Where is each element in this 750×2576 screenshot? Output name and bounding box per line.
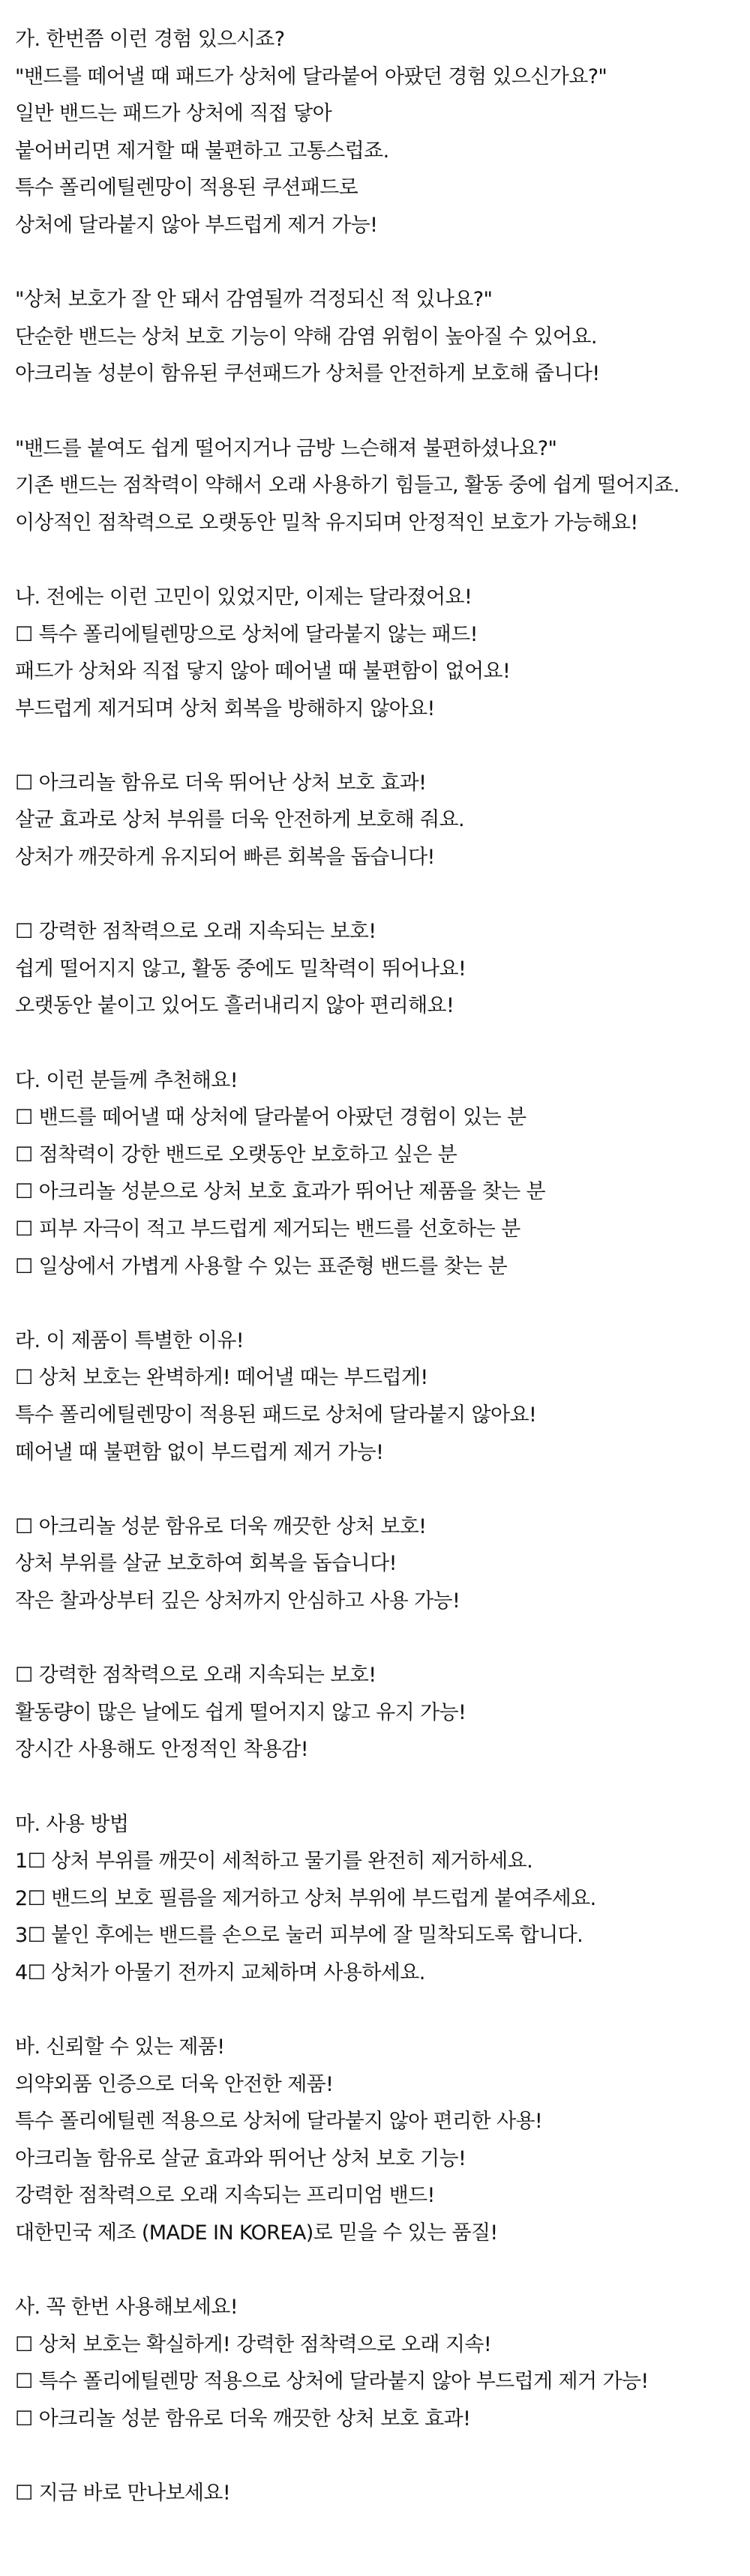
section-heading: 바. 신뢰할 수 있는 제품! xyxy=(15,2035,225,2059)
text-line: ☐ 아크리놀 성분 함유로 더욱 깨끗한 상처 보호 효과! xyxy=(15,2407,471,2431)
text-line: 부드럽게 제거되며 상처 회복을 방해하지 않아요! xyxy=(15,696,435,720)
text-line: ☐ 특수 폴리에틸렌망 적용으로 상처에 달라붙지 않아 부드럽게 제거 가능! xyxy=(15,2370,649,2394)
section-heading: 다. 이런 분들께 추천해요! xyxy=(15,1068,238,1092)
text-line: 단순한 밴드는 상처 보호 기능이 약해 감염 위험이 높아질 수 있어요. xyxy=(15,325,597,349)
section-sa-try xyxy=(15,2289,735,2437)
text-line: ☐ 피부 자극이 적고 부드럽게 제거되는 밴드를 선호하는 분 xyxy=(15,1218,520,1241)
paragraph-acrinol-clean xyxy=(15,1508,735,1620)
text-line: ☐ 아크리놀 성분으로 상처 보호 효과가 뛰어난 제품을 찾는 분 xyxy=(15,1180,546,1204)
text-line: ☐ 특수 폴리에틸렌망으로 상처에 달라붙지 않는 패드! xyxy=(15,622,478,646)
text-line: ☐ 점착력이 강한 밴드로 오랫동안 보호하고 싶은 분 xyxy=(15,1143,458,1167)
text-line: 기존 밴드는 점착력이 약해서 오래 사용하기 힘들고, 활동 중에 쉽게 떨어지죠. xyxy=(15,474,680,498)
text-line: 상처가 깨끗하게 유지되어 빠른 회복을 돕습니다! xyxy=(15,846,435,870)
text-line: 강력한 점착력으로 오래 지속되는 프리미엄 밴드! xyxy=(15,2184,435,2208)
text-line: 장시간 사용해도 안정적인 착용감! xyxy=(15,1738,308,1762)
text-line: ☐ 아크리놀 함유로 더욱 뛰어난 상처 보호 효과! xyxy=(15,771,427,795)
text-line: "상처 보호가 잘 안 돼서 감염될까 걱정되신 적 있나요?" xyxy=(15,288,493,312)
text-line: 붙어버리면 제거할 때 불편하고 고통스럽죠. xyxy=(15,139,389,163)
text-line: 쉽게 떨어지지 않고, 활동 중에도 밀착력이 뛰어나요! xyxy=(15,957,466,981)
text-line: ☐ 일상에서 가볍게 사용할 수 있는 표준형 밴드를 찾는 분 xyxy=(15,1254,508,1278)
closing-call-to-action xyxy=(15,2475,735,2512)
text-line: ☐ 밴드를 떼어낼 때 상처에 달라붙어 아팠던 경험이 있는 분 xyxy=(15,1106,526,1130)
paragraph-infection-concern xyxy=(15,281,735,393)
section-heading: 나. 전에는 이런 고민이 있었지만, 이제는 달라졌어요! xyxy=(15,585,472,609)
section-na-changes xyxy=(15,579,735,727)
section-heading: 가. 한번쯤 이런 경험 있으시죠? xyxy=(15,28,285,51)
text-line: 활동량이 많은 날에도 쉽게 떨어지지 않고 유지 가능! xyxy=(15,1700,466,1724)
text-line: 아크리놀 함유로 살균 효과와 뛰어난 상처 보호 기능! xyxy=(15,2146,466,2170)
product-description xyxy=(15,21,735,2512)
paragraph-adhesion-benefit xyxy=(15,913,735,1025)
text-line: 이상적인 점착력으로 오랫동안 밀착 유지되며 안정적인 보호가 가능해요! xyxy=(15,511,638,535)
text-line: ☐ 아크리놀 성분 함유로 더욱 깨끗한 상처 보호! xyxy=(15,1514,427,1538)
section-heading: 사. 꼭 한번 사용해보세요! xyxy=(15,2296,238,2320)
text-line: "밴드를 떼어낼 때 패드가 상처에 달라붙어 아팠던 경험 있으신가요?" xyxy=(15,64,608,88)
usage-step: 3☐ 붙인 후에는 밴드를 손으로 눌러 피부에 잘 밀착되도록 합니다. xyxy=(15,1924,584,1948)
text-line: "밴드를 붙여도 쉽게 떨어지거나 금방 느슨해져 불편하셨나요?" xyxy=(15,436,557,460)
text-line: 떼어낼 때 불편함 없이 부드럽게 제거 가능! xyxy=(15,1440,384,1464)
text-line: 상처에 달라붙지 않아 부드럽게 제거 가능! xyxy=(15,213,378,237)
text-line: 특수 폴리에틸렌망이 적용된 쿠션패드로 xyxy=(15,176,358,200)
section-heading: 라. 이 제품이 특별한 이유! xyxy=(15,1328,244,1352)
paragraph-adhesion-concern xyxy=(15,430,735,542)
text-line: ☐ 강력한 점착력으로 오래 지속되는 보호! xyxy=(15,1664,376,1688)
text-line: 오랫동안 붙이고 있어도 흘러내리지 않아 편리해요! xyxy=(15,994,454,1018)
text-line: 의약외품 인증으로 더욱 안전한 제품! xyxy=(15,2072,334,2096)
text-line: 작은 찰과상부터 깊은 상처까지 안심하고 사용 가능! xyxy=(15,1589,460,1613)
text-line: ☐ 강력한 점착력으로 오래 지속되는 보호! xyxy=(15,920,376,944)
text-line: 상처 부위를 살균 보호하여 회복을 돕습니다! xyxy=(15,1552,397,1576)
usage-step: 2☐ 밴드의 보호 필름을 제거하고 상처 부위에 부드럽게 붙여주세요. xyxy=(15,1886,596,1910)
paragraph-acrinol-benefit xyxy=(15,765,735,876)
text-line: 패드가 상처와 직접 닿지 않아 떼어낼 때 불편함이 없어요! xyxy=(15,660,511,684)
text-line: ☐ 상처 보호는 확실하게! 강력한 점착력으로 오래 지속! xyxy=(15,2332,492,2356)
text-line: 일반 밴드는 패드가 상처에 직접 닿아 xyxy=(15,102,332,126)
section-ga-intro xyxy=(15,21,735,244)
text-line: ☐ 상처 보호는 완벽하게! 떼어낼 때는 부드럽게! xyxy=(15,1366,428,1390)
paragraph-long-lasting xyxy=(15,1657,735,1769)
section-da-recommend xyxy=(15,1062,735,1286)
text-line: 특수 폴리에틸렌 적용으로 상처에 달라붙지 않아 편리한 사용! xyxy=(15,2110,543,2134)
text-line: 대한민국 제조 (MADE IN KOREA)로 믿을 수 있는 품질! xyxy=(15,2221,498,2245)
text-line: 특수 폴리에틸렌망이 적용된 패드로 상처에 달라붙지 않아요! xyxy=(15,1403,537,1427)
usage-step: 1☐ 상처 부위를 깨끗이 세척하고 물기를 완전히 제거하세요. xyxy=(15,1850,533,1874)
text-line: 살균 효과로 상처 부위를 더욱 안전하게 보호해 줘요. xyxy=(15,808,464,832)
section-heading: 마. 사용 방법 xyxy=(15,1812,129,1836)
text-line: ☐ 지금 바로 만나보세요! xyxy=(15,2482,231,2506)
section-ma-usage xyxy=(15,1806,735,1992)
section-ba-trust xyxy=(15,2029,735,2252)
text-line: 아크리놀 성분이 함유된 쿠션패드가 상처를 안전하게 보호해 줍니다! xyxy=(15,362,600,386)
usage-step: 4☐ 상처가 아물기 전까지 교체하며 사용하세요. xyxy=(15,1960,425,1984)
section-ra-special xyxy=(15,1322,735,1471)
